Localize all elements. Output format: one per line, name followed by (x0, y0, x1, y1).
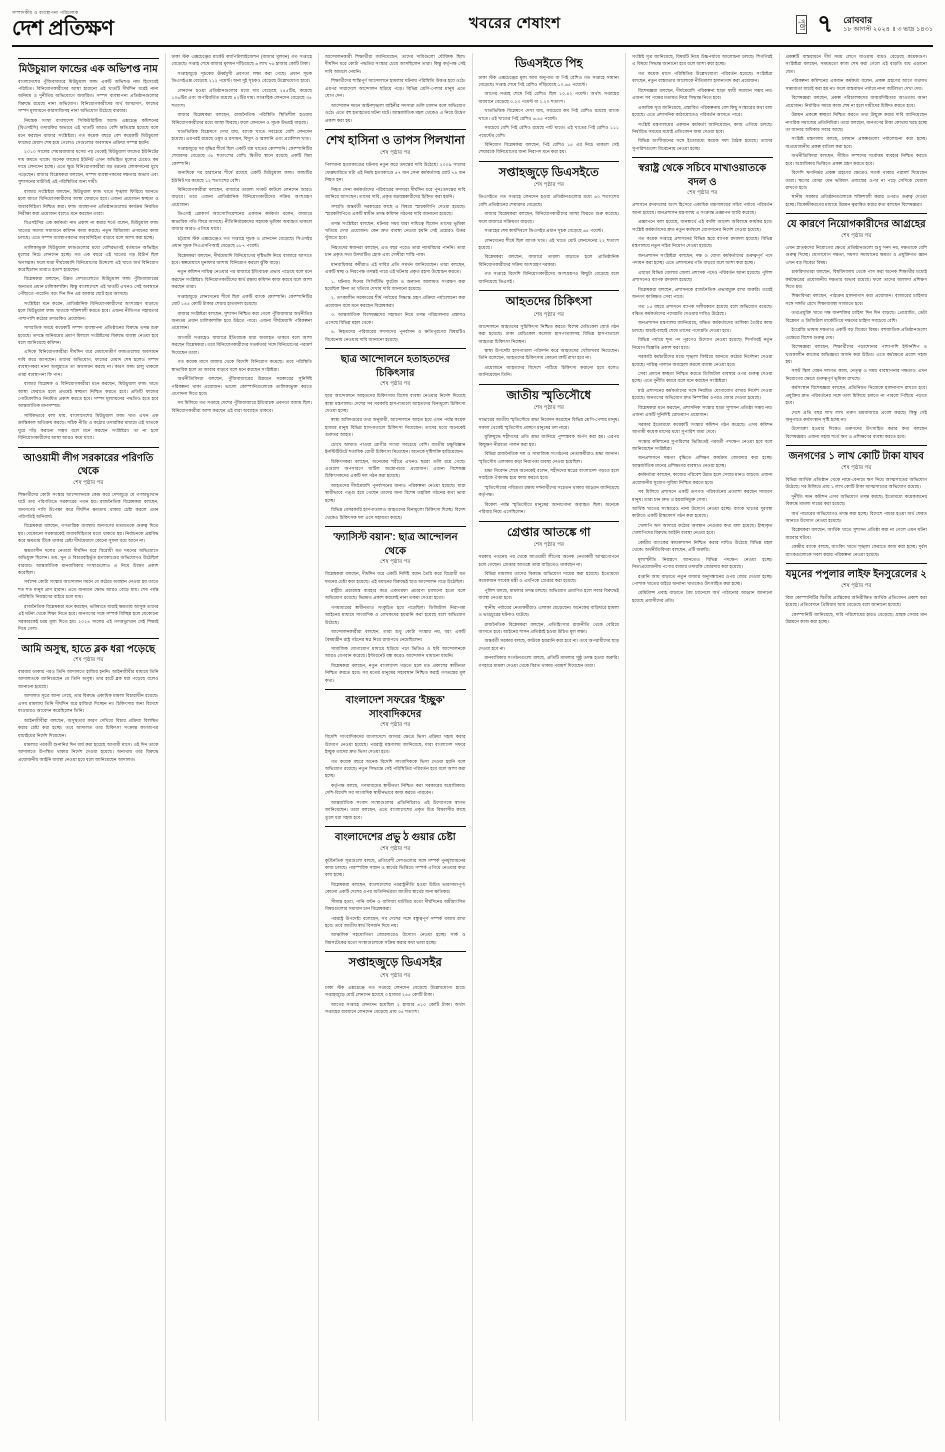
continued-from-note: শেষ পৃষ্ঠার পর (841, 464, 872, 471)
continued-from-note: শেষ পৃষ্ঠার পর (380, 559, 411, 566)
column-grid (12, 53, 933, 1421)
paragraph: প্রয়োজনে আহতদের বিদেশে পাঠিয়ে চিকিৎসা করানো হবে বলেও জানিয়েছেন তিনি। (478, 364, 619, 378)
date-line: ১৮ আগস্ট ২০২৪ ॥ ৩ ভাদ্র ১৪৩১ (843, 26, 933, 34)
article-body (325, 570, 466, 684)
paragraph: চট্টগ্রাম স্টক এক্সচেঞ্জেও গত সপ্তাহে সূচক ও লেনদেন বেড়েছে। সিএসইর প্রধান সূচক সিএএসপিআই বেড়েছে ৫৮৭ পয়েন্ট। (171, 235, 312, 249)
paragraph: কেন্দ্রীয় ব্যাংক বলছে, ব্যাংকিং খাতে শৃঙ্খলা ফেরাতে কাজ করা হচ্ছে। দুর্বল ব্যাংকগুলোকে সবল করার পরিকল্পনা নেওয়া হয়েছে। (785, 544, 927, 557)
paragraph: কর্মকর্তারা বলছেন, কাজের পরিবেশ উন্নত হলে সেবার মানও বাড়বে। এজন্য প্রয়োজনীয় সুযোগ-সুবিধা নিশ্চিত করতে হবে। (632, 472, 773, 485)
paragraph: বিদেশি ঋণনির্ভর প্রকল্প গ্রহণের ক্ষেত্রেও সতর্ক থাকার পরামর্শ দিয়েছেন তারা। ঋণের বোঝা যেন ভবিষ্যৎ প্রজন্মের ওপর না পড়ে সেদিকে খেয়াল রাখতে হবে। (785, 170, 927, 190)
paragraph: সরকার ইতোমধ্যে কয়েকটি সংস্কার কমিশন গঠন করেছে। এসব কমিশন আগামী কয়েক মাসের মধ্যে সুপারিশ জমা দেবে। (632, 421, 773, 435)
paragraph: আগামী সপ্তাহেও বাজারে ইতিবাচক ধারা অব্যাহত থাকবে বলে আশা করছেন বিশ্লেষকরা। তবে বিনিয়োগকারীদের সতর্কতার সঙ্গে বিনিয়োগের পরামর্শ দিয়েছেন তারা। (171, 334, 312, 355)
paragraph: এদিকে বিনিয়োগকারীরা দীর্ঘদিন ধরে মেয়াদোত্তীর্ণ ফান্ডগুলোর অবসায়ন দাবি করে আসছেন। তাদের অভিযোগ, ফান্ডের মেয়াদ শেষ হলেও সম্পদ ব্যবস্থাপকরা নানা অজুহাতে তা অবসায়ন করছে না। কারণ ফান্ড চালু থাকলে তারা ব্যবস্থাপনা ফি পান। (18, 349, 159, 377)
paragraph: অন্যদিকে দর হারানোর শীর্ষে রয়েছে একটি মিউচুয়াল ফান্ড। ফান্ডটির ইউনিট দর কমেছে ১২ শতাংশের বেশি। (171, 170, 312, 183)
paragraph: আন্দোলন দমনে আইনশৃঙ্খলা বাহিনীর সদস্যরা গুলি চালান বলে অভিযোগ ওঠে। এতে বহু হতাহতের ঘটনা ঘটে। আন্তর্জাতিক মহল থেকেও এ নিয়ে উদ্বেগ প্রকাশ করা হয়। (325, 102, 466, 123)
paragraph: বিভিন্ন রাজনৈতিক দল ও সামাজিক সংগঠনের নেতাকর্মীরাও শ্রদ্ধা জানান। স্মৃতিসৌধ এলাকায় কড়া নিরাপত্তা ব্যবস্থা নেওয়া হয়েছিল। (478, 451, 619, 464)
article-headline[interactable]: সপ্তাহজুড়ে ডিএসইতে (498, 166, 599, 179)
article-body (632, 201, 773, 503)
paragraph: বিশেষজ্ঞরা বলছেন, শিক্ষার্থীদের পড়াশোনার পাশাপাশি ইন্টার্নশিপ ও খণ্ডকালীন কাজের অভিজ্ঞতা অর্জন করা উচিত। এতে কর্মক্ষেত্রে প্রবেশ সহজ হয়। (785, 344, 927, 364)
section-divider (18, 447, 159, 448)
paragraph: প্রজ্ঞাপনে বলা হয়েছে, জনস্বার্থে এই বদলি আদেশ অবিলম্বে কার্যকর হবে। সংশ্লিষ্ট কর্মকর্তাদের দ্রুত নতুন কর্মস্থলে যোগদানের নির্দেশ দেওয়া হয়েছে। (632, 219, 773, 232)
paragraph: মূল্যস্ফীতি নিয়ন্ত্রণে আনতেও বিভিন্ন পদক্ষেপ নেওয়া হচ্ছে। নিত্যপ্রয়োজনীয় পণ্যের বাজার তদারকি জোরদার করা হয়েছে। (632, 556, 773, 570)
article-body (325, 857, 466, 947)
paragraph: সপ্তাহজুড়ে সূচকের ঊর্ধ্বমুখী প্রবণতা লক্ষ্য করা গেছে। প্রধান সূচক ডিএসইএক্স বেড়েছে ২১২ পয়েন্ট। অন্য দুই সূচকও বেড়েছে উল্লেখযোগ্য হারে। (171, 70, 312, 84)
paragraph: বিশ্লেষকরা বলছেন, প্রশাসনকে রাজনৈতিক প্রভাবমুক্ত রাখা জরুরি। তবেই জনগণ কাঙ্ক্ষিত সেবা পাবে। (632, 286, 773, 300)
section-divider (325, 348, 466, 349)
paragraph: রপ্তানি আয় বাড়াতে নতুন বাজার অনুসন্ধানের ওপর জোর দেওয়া হচ্ছে। পোশাক খাতের বাইরে অন্যান্য খাতকেও উৎসাহিত করা হচ্ছে। (632, 573, 773, 586)
paragraph: শিক্ষার্থীদের কোটা সংস্কার আন্দোলনকে কেন্দ্র করে দেশজুড়ে যে গণঅভ্যুত্থান ঘটে তার পরিণতিতে সরকারের পতন হয়। রাজনৈতিক বিশ্লেষকরা বলছেন, জনগণের দাবি উপেক্ষা করে দীর্ঘদিন ক্ষমতায় থাকার চেষ্টা করলে এমন পরিণতিই অনিবার্য। (18, 491, 159, 519)
paragraph: ৩. আন্তর্জাতিক বিশেষজ্ঞদের সহায়তা নিয়ে তদন্ত পরিচালনার প্রস্তাবও এসেছে বিভিন্ন মহল থেকে। (325, 312, 466, 325)
paragraph: দেশে প্রতি বছর লাখ লাখ তরুণ শ্রমবাজারে প্রবেশ করছে। কিন্তু সেই অনুপাতে কর্মসংস্থান সৃষ্টি হচ্ছে না। (785, 409, 927, 422)
paragraph: এখন স্নাতকদের নিয়োগের ক্ষেত্রে প্রতিষ্ঠানগুলো শুধু সনদ নয়, দক্ষতাকে বেশি গুরুত্ব দিচ্ছে। যোগাযোগ দক্ষতা, সমস্যা সমাধানের ক্ষমতা ও প্রযুক্তিগত জ্ঞান এখন বড় বিবেচ্য বিষয়। (785, 244, 927, 265)
paragraph: আগের সপ্তাহ শেষে পিই রেশিও ছিল ১০.৪২ পয়েন্ট। অর্থাৎ সপ্তাহের ব্যবধানে বেড়েছে ০.২৩ পয়েন্ট বা ২.২০ শতাংশ। (478, 91, 619, 104)
paragraph: ঢাকা স্টক এক্সচেঞ্জের মূল্য আয় অনুপাত বা পিই রেশিও গত সপ্তাহে সামান্য বেড়েছে। সপ্তাহ শেষে পিই রেশিও দাঁড়িয়েছে ১০.৬৫ পয়েন্টে। (478, 74, 619, 87)
article (172, 53, 313, 414)
article (632, 157, 773, 503)
article-body (18, 491, 159, 633)
newspaper-logo[interactable] (12, 10, 113, 39)
paragraph: খাতভিত্তিক বিশ্লেষণে দেখা যায়, সবচেয়ে কম পিই রেশিও রয়েছে ব্যাংক খাতে। এই খাতের পিই রেশিও ৬.৪৫ পয়েন্ট। (478, 108, 619, 121)
section-title: খবরের শেষাংশ (468, 15, 561, 32)
paragraph: মামলার পরবর্তী শুনানির দিন ধার্য করা হয়েছে আগামী মাসে। ওই দিন তাকে আদালতে উপস্থিত থাকার নির্দেশ দেওয়া হয়েছে। অন্যথায় তার বিরুদ্ধে প্রয়োজনীয় আইনি ব্যবস্থা নেওয়া হবে বলে জানিয়েছেন আদালত। (18, 741, 159, 762)
paragraph: স্মৃতিসৌধের পবিত্রতা রক্ষায় দর্শনার্থীদের সচেতন থাকার আহ্বান জানিয়েছে কর্তৃপক্ষ। (478, 484, 619, 498)
paragraph: ডিএসইতে গত সপ্তাহে লেনদেন হওয়া প্রতিষ্ঠানগুলোর মধ্যে ৬০ শতাংশের বেশি প্রতিষ্ঠানের শেয়ারদর বেড়েছে। (478, 194, 619, 207)
paragraph: বাজার বিশ্লেষক ও বিনিয়োগকারীরা মনে করছেন, মিউচুয়াল ফান্ড খাতে আস্থা ফেরাতে হলে প্রথমেই স্বচ্ছতা নিশ্চিত করতে হবে। প্রতিটি ফান্ডের পোর্টফোলিও নিয়মিত প্রকাশ করতে হবে। সম্পদ মূল্যায়নের পদ্ধতিও হতে হবে আন্তর্জাতিক মানসম্পন্ন। (18, 381, 159, 409)
section-divider (632, 157, 773, 158)
logo-kicker: সম্পাদকীয় ও ব্যবস্থাপনা পরিচালক (12, 10, 79, 15)
section-divider (18, 58, 159, 59)
paragraph: ছাত্র আন্দোলনে আহতদের চিকিৎসায় বিশেষ ব্যবস্থা নেওয়ার নির্দেশ দিয়েছে স্বাস্থ্য মন্ত্রণালয়। দেশের সব সরকারি হাসপাতালে আহতদের বিনামূল্যে চিকিৎসা দেওয়া হচ্ছে। (325, 393, 466, 413)
paragraph: আর্থিক খাতের সংস্কারেও নানা উদ্যোগ নেওয়া হচ্ছে। ব্যাংক খাতের দুরবস্থা কাটাতে একটি টাস্কফোর্স গঠন করা হয়েছে। (632, 506, 773, 519)
paragraph: সাভারের জাতীয় স্মৃতিসৌধে শ্রদ্ধা নিবেদন করেছেন বিভিন্ন শ্রেণি-পেশার মানুষ। সকাল থেকেই স্মৃতিসৌধ প্রাঙ্গণে মানুষের ঢল নামে। (478, 417, 619, 430)
paragraph: আঞ্চলিক সহযোগিতা জোরদারেও উদ্যোগ নেওয়া হচ্ছে। সার্ক ও বিমসটেকের মতো সংস্থাগুলোকে সক্রিয় করার কথা ভাবা হচ্ছে। (325, 932, 466, 945)
paragraph: বিএসইসির এক কর্মকর্তা নাম প্রকাশ না করার শর্তে বলেন, মিউচুয়াল ফান্ড খাতের সমস্যা সমাধানে কমিশন কাজ করছে। নতুন বিধিমালা প্রণয়নের কাজ চলছে। এতে সম্পদ ব্যবস্থাপকদের জবাবদিহিতা বাড়বে বলে আশা করা হচ্ছে। (18, 220, 159, 241)
column-2 (166, 53, 320, 1421)
paragraph: বিদেশি সাংবাদিকদের বাংলাদেশে আসার ক্ষেত্রে ভিসা প্রক্রিয়া সহজ করার উদ্যোগ নেওয়া হয়েছে। পররাষ্ট্র মন্ত্রণালয় জানিয়েছে, যারা বাংলাদেশ সফরে ইচ্ছুক তাদের দ্রুত ভিসা দেওয়া হবে। (325, 734, 466, 755)
article-headline[interactable]: জনগণের ১ লাখ কোটি টাকা যাঘব (788, 451, 924, 463)
paragraph: নিয়ন্ত্রক সংস্থা বাংলাদেশ সিকিউরিটিজ অ্যান্ড এক্সচেঞ্জ কমিশনের (বিএসইসি) তদারকির অভাবে এই খাতটি আরও বেশি ক্ষতিগ্রস্ত হয়েছে বলে মনে করছেন বাজার সংশ্লিষ্টরা। গত কয়েক বছরে বেশ কয়েকটি মিউচুয়াল ফান্ডের মেয়াদ শেষ হয়ে গেলেও সেগুলোর অবসায়ন প্রক্রিয়া সম্পন্ন হয়নি। (18, 117, 159, 145)
continued-from-note: শেষ পৃষ্ঠার পর (380, 150, 411, 157)
article-body (325, 392, 466, 521)
paragraph: বিশ্লেষকরা বলছেন, দীর্ঘদিন ধরে একটি নির্দিষ্ট বয়ান তৈরি করে বিরোধী মত দমনের চেষ্টা করা হয়েছে। এই বয়ানের বিরুদ্ধেই ছাত্র আন্দোলন গড়ে উঠেছিল। (325, 571, 466, 584)
paragraph: সপ্তাহজুড়ে দর বৃদ্ধির শীর্ষে ছিল একটি বস্ত্র খাতের কোম্পানি। কোম্পানিটির শেয়ারদর বেড়েছে ৩৮ শতাংশের বেশি। দ্বিতীয় স্থানে রয়েছে একটি বিমা কোম্পানি। (171, 145, 312, 166)
article-headline[interactable]: মিউচুয়াল ফান্ডের এক অভিশপ্ত নাম (18, 64, 158, 75)
article (479, 290, 620, 379)
continued-from-note: শেষ পৃষ্ঠার পর (533, 182, 564, 189)
paragraph: কেন্দ্রীয় ব্যাংকের স্বায়ত্তশাসন নিশ্চিত করার দাবিও উঠেছে বিভিন্ন মহল থেকে। অর্থনীতিবিদরা বলছেন, এটি জরুরি। (632, 539, 773, 553)
article (786, 445, 928, 558)
article-body (632, 505, 773, 604)
section-divider (325, 826, 466, 827)
paragraph: গত কয়েক সপ্তাহে প্রশাসনের বিভিন্ন স্তরে ব্যাপক রদবদল হয়েছে। বিভিন্ন মন্ত্রণালয়ে নতুন সচিব নিয়োগ দেওয়া হয়েছে। (632, 236, 773, 249)
article-body (18, 668, 159, 763)
paragraph: বিভিন্ন বেসরকারি হাসপাতালও আহতদের বিনামূল্যে চিকিৎসা দিচ্ছে। বিদেশ থেকেও চিকিৎসক দল এসে সহায়তা করছে। (325, 507, 466, 520)
paragraph: সব মিলিয়ে প্রশাসনে একটি গুণগত পরিবর্তনের প্রত্যাশা করছেন সাধারণ মানুষ। তারা চান দ্রুত ও হয়রানিমুক্ত সেবা। (632, 489, 773, 502)
paragraph: স্বাস্থ্য অধিদপ্তরের তথ্য অনুযায়ী, আন্দোলনে আহত হয়ে এখন পর্যন্ত কয়েক হাজার মানুষ বিভিন্ন হাসপাতালে চিকিৎসা নিয়েছেন। তাদের মধ্যে অনেকেই গুরুতর আহত। (325, 417, 466, 438)
article-body (786, 53, 928, 208)
paragraph: ক্ষমতাসীন দলের নেতারা দীর্ঘদিন ধরে বিরোধী মত দমনের অভিযোগে অভিযুক্ত ছিলেন। গুম, খুন ও বিচারবহির্ভূত হত্যাকাণ্ডের অভিযোগও উঠেছিল বারবার। আন্তর্জাতিক মানবাধিকার সংস্থাগুলোও এ নিয়ে উদ্বেগ প্রকাশ করেছিল। (18, 547, 159, 575)
article-headline[interactable]: ছাত্র আন্দোলনে হতাহতদের চিকিৎসার (340, 354, 450, 379)
paragraph: আদালত সূত্রে জানা গেছে, তার বিরুদ্ধে একাধিক মামলা বিচারাধীন রয়েছে। এসব মামলায় তিনি দীর্ঘদিন ধরে হাজিরা দিচ্ছেন না। চিকিৎসার জন্য বিদেশে যাওয়ারও আবেদন করেছিলেন তিনি। (18, 693, 159, 714)
paragraph: মুক্তিযুদ্ধে শহীদদের প্রতি শ্রদ্ধা জানিয়ে পুষ্পস্তবক অর্পণ করা হয়। এরপর কিছুক্ষণ নীরবতা পালন করা হয়। (478, 434, 619, 447)
paragraph: পররাষ্ট্র উপদেষ্টা বলেছেন, সব দেশের সঙ্গে বন্ধুত্বপূর্ণ সম্পর্ক বজায় রাখা হবে। তবে জাতীয় স্বার্থ বিসর্জন দিয়ে নয়। (325, 915, 466, 929)
article-body (325, 53, 466, 124)
section-divider (18, 638, 159, 639)
section-divider (479, 384, 620, 385)
paragraph: বিশেষজ্ঞরা বলছেন, দীর্ঘমেয়াদি পরিকল্পনা ছাড়া স্থায়ী সমাধান সম্ভব নয়। এজন্য সব পক্ষের মতামত নিয়ে সিদ্ধান্ত নিতে হবে। (632, 87, 773, 101)
column-4 (473, 53, 627, 1421)
article-body (786, 594, 928, 626)
paragraph: সংশ্লিষ্ট মন্ত্রণালয়ের একজন কর্মকর্তা জানিয়েছেন, কাজ এগিয়ে চলছে। নির্ধারিত সময়ের মধ্যেই প্রতিবেদন জমা দেওয়া হবে। (632, 121, 773, 134)
paragraph: নিহত সেনা কর্মকর্তাদের পরিবারের সদস্যরা দীর্ঘদিন ধরে পুনঃতদন্তের দাবি জানিয়ে আসছেন। তাদের দাবি, প্রকৃত ষড়যন্ত্রকারীদের চিহ্নিত করা হয়নি। (325, 186, 466, 200)
paragraph: বাজার সংশ্লিষ্টরা বলছেন, সুশাসন নিশ্চিত করা গেলে পুঁজিবাজার অর্থনীতির অন্যতম প্রধান চালিকাশক্তি হয়ে উঠতে পারে। এজন্য দীর্ঘমেয়াদি পরিকল্পনা প্রয়োজন। (171, 310, 312, 331)
paragraph: স্থানীয় পর্যায়ের নেতাকর্মীরাও এলাকা ছেড়েছেন। অনেকের বাড়িঘরে হামলা ও ভাঙচুরের ঘটনাও ঘটেছে। (478, 604, 619, 618)
article-headline[interactable]: যে কারণে নিয়োগকারীদের আগ্রহের (786, 219, 926, 231)
paragraph: চোখে আঘাত পাওয়া রোগীর সংখ্যা সবচেয়ে বেশি। জাতীয় চক্ষুবিজ্ঞান ইনস্টিটিউটে শতাধিক রোগী চিকিৎসা নিয়েছেন। অনেকে দৃষ্টিশক্তি হারিয়েছেন। (325, 441, 466, 455)
paragraph: খেলাপি ঋণ আদায়ে কঠোর অবস্থান নেওয়ার কথা বলা হয়েছে। ইচ্ছাকৃত খেলাপিদের বিরুদ্ধে আইনি ব্যবস্থা নেওয়া হবে। (632, 522, 773, 536)
column-6 (780, 53, 934, 1421)
section-divider (325, 951, 466, 952)
article (325, 53, 466, 124)
paragraph: স্বাস্থ্য উপদেষ্টা হাসপাতাল পরিদর্শন করে আহতদের খোঁজখবর নিয়েছেন। তিনি বলেছেন, আহতদের চিকিৎসায় কোনো ত্রুটি রাখা হবে না। (478, 348, 619, 361)
page-number: ৭ (816, 10, 834, 38)
paragraph: সাম্প্রতিক সময়ে কয়েকটি সম্পদ ব্যবস্থাপনা প্রতিষ্ঠানের বিরুদ্ধে তদন্ত শুরু হয়েছে। তদন্তে অনিয়মের প্রমাণ মিললে সংশ্লিষ্টদের বিরুদ্ধে ব্যবস্থা নেওয়া হবে বলে জানিয়েছে কমিশন। (18, 325, 159, 345)
paragraph: মাঠ প্রশাসনের কর্মকর্তাদের সঙ্গে নিয়মিত যোগাযোগ রাখার নির্দেশ দেওয়া হয়েছে। জনগণের অভিযোগ দ্রুত নিষ্পত্তির ওপরও জোর দেওয়া হয়েছে। (632, 387, 773, 401)
article (18, 447, 159, 633)
paragraph: বিশ্লেষকরা বলছেন, নতুন বাংলাদেশ গড়তে হলে মত প্রকাশের স্বাধীনতা নিশ্চিত করতে হবে। সব মতের মানুষের সহাবস্থান নিশ্চিত করাই গণতন্ত্রের মূল কথা। (325, 662, 466, 683)
paragraph: পুলিশ বলছে, মামলার তদন্ত চলছে। অভিযোগ প্রমাণিত হলে সবার বিরুদ্ধেই ব্যবস্থা নেওয়া হবে। (478, 587, 619, 601)
article (325, 348, 466, 521)
paragraph: আহতদের দীর্ঘমেয়াদি পুনর্বাসনের জন্যও পরিকল্পনা নেওয়া হয়েছে। যারা স্থায়ীভাবে পঙ্গু হয়ে গেছেন তাদের জন্য বিশেষ তহবিল গঠনের কথা ভাবা হচ্ছে। (325, 482, 466, 503)
paragraph: আন্তর্জাতিক সংবাদ সংস্থাগুলোর প্রতিনিধিরাও এই উদ্যোগকে স্বাগত জানিয়েছেন। তারা বলছেন, এতে বাংলাদেশের প্রকৃত চিত্র বিশ্ববাসীর কাছে তুলে ধরা সহজ হবে। (325, 799, 466, 820)
paragraph: চাকরিদাতারা বলছেন, বিশ্ববিদ্যালয় থেকে পাস করা অনেক শিক্ষার্থীর মধ্যেই কর্মক্ষেত্রের প্রয়োজনীয় দক্ষতার অভাব রয়েছে। ফলে তাদের আলাদা প্রশিক্ষণ দিতে হয়। (785, 269, 927, 289)
article-headline[interactable]: ডিএসইতে পিহ (514, 58, 583, 70)
logo-title: দেশ প্রতিক্ষণ (12, 17, 114, 40)
paragraph: বিনিয়োগকারীরা বলছেন, বাজারে তারল্য সংকট কাটলে লেনদেন আরও বাড়বে। তবে এজন্য প্রাতিষ্ঠানিক বিনিয়োগকারীদের সক্রিয় অংশগ্রহণ প্রয়োজন। (171, 187, 312, 207)
paragraph: ঢাকা স্টক এক্সচেঞ্জের মার্কেট ক্যাপিটালাইজেশন (বাজার মূলধন) গত সপ্তাহে বেড়েছে। সপ্তাহ শেষে বাজার মূলধন দাঁড়িয়েছে ৬ লাখ ৭৬ হাজার কোটি টাকা। (171, 54, 312, 67)
paragraph: প্রশাসনে রদবদলের অংশ হিসেবে একাধিক মন্ত্রণালয়ের সচিব পর্যায়ে পরিবর্তন আনা হয়েছে। জনপ্রশাসন মন্ত্রণালয় এ সংক্রান্ত প্রজ্ঞাপন জারি করেছে। (632, 202, 773, 215)
article-headline[interactable]: সপ্তাহজুড়ে ডিএসইর (348, 957, 442, 970)
paragraph: অর্থনীতিবিদরা বলছেন, সীমিত সম্পদের সর্বোত্তম ব্যবহার নিশ্চিত করতে হবে। অগ্রাধিকার ভিত্তিতে প্রকল্প গ্রহণ করতে হবে। (785, 153, 927, 166)
continued-from-note: শেষ পৃষ্ঠার পর (533, 311, 564, 318)
paragraph: জনপ্রশাসনে দক্ষতা বৃদ্ধিতে প্রশিক্ষণ কার্যক্রম জোরদার করা হচ্ছে। আন্তর্জাতিক মানের প্রশিক্ষণের ব্যবস্থাও নেওয়া হচ্ছে। (632, 455, 773, 468)
article-headline[interactable]: গ্রেপ্তার আতঙ্কে গা (506, 526, 591, 539)
paragraph: কর্তৃপক্ষ বলছে, গণমাধ্যমের স্বাধীনতা নিশ্চিত করা সরকারের অগ্রাধিকার। দেশি-বিদেশি সব সাংবাদিক স্বাধীনভাবে কাজ করতে পারবেন। (325, 782, 466, 796)
paragraph: খাতভিত্তিক বিশ্লেষণে দেখা যায়, ব্যাংক খাতে সবচেয়ে বেশি লেনদেন হয়েছে। এরপরই রয়েছে ওষুধ ও রসায়ন, বিদ্যুৎ ও জ্বালানি এবং প্রকৌশল খাত। (171, 128, 312, 142)
continued-from-note: শেষ পৃষ্ঠার পর (380, 972, 411, 979)
article (325, 951, 466, 1015)
paragraph: পিলখানা হত্যাকাণ্ডের ঘটনায় নতুন করে তদন্তের দাবি উঠেছে। ২০০৯ সালের ফেব্রুয়ারিতে ঘটা এই নির্মম হত্যাকাণ্ডে ৫৭ জন সেনা কর্মকর্তাসহ মোট ৭৪ জন নিহত হন। (325, 162, 466, 183)
article (786, 53, 928, 208)
paragraph: ১. ঘটনার দিনের সিসিটিভি ফুটেজ ও অন্যান্য আলামত সংরক্ষণ করা হয়েছিল কিনা তা খতিয়ে দেখার দাবি জানানো হয়েছে। (325, 278, 466, 292)
paragraph: গত কয়েক মাসে বাজার থেকে বিদেশি বিনিয়োগ কমেছে। তবে পরিস্থিতি স্বাভাবিক হলে তা আবার বাড়বে বলে মনে করছেন সংশ্লিষ্টরা। (171, 359, 312, 372)
paragraph: বিশ্লেষকরা বলছেন, আর্থিক খাতে সুশাসন প্রতিষ্ঠা করা না গেলে এমন ঘটনা বারবার ঘটবে। (785, 527, 927, 540)
article (479, 57, 620, 156)
paragraph: বাজার সংশ্লিষ্টরা বলছেন, মিউচুয়াল ফান্ড খাতে শৃঙ্খলা ফিরিয়ে আনতে হলে আগে বিনিয়োগকারীদের আস্থা ফেরাতে হবে। এজন্য প্রয়োজন স্বচ্ছতা ও জবাবদিহিতা নিশ্চিত করা। ফান্ড ব্যবস্থাপনা প্রতিষ্ঠানগুলোর কার্যক্রম নিয়মিত নিরীক্ষা করা প্রয়োজন বলেও মনে করছেন তারা। (18, 188, 159, 216)
paragraph: জনপ্রশাসন মন্ত্রণালয় জানিয়েছে, বঞ্চিত কর্মকর্তাদের তালিকা তৈরির কাজ চলছে। যাচাই-বাছাই শেষে তাদের পদোন্নতি দেওয়া হবে। (632, 320, 773, 333)
article-headline[interactable]: বাংলাদেশের প্রভু ঠ গুয়ার চেষ্টা (334, 832, 456, 844)
paragraph: লেনদেনের শীর্ষে ছিল ব্যাংক খাত। এই খাতে মোট লেনদেনের ২২ শতাংশ হয়েছে। (478, 237, 619, 251)
article-headline[interactable]: যমুনের পপুলার লাইফ ইনসুরেলের ২ (785, 569, 927, 581)
article-headline[interactable]: আমি অসুস্থ, হাতে ব্লক ধরা পড়েছে (21, 643, 156, 655)
paragraph: জনপ্রশাসন সংশ্লিষ্টরা বলছেন, দক্ষ ও যোগ্য কর্মকর্তাদের গুরুত্বপূর্ণ পদে পদায়ন করা হচ্ছে। এতে প্রশাসনের গতি বাড়বে বলে আশা করা হচ্ছে। (632, 252, 773, 266)
paragraph: বিশ্লেষকরা মনে করছেন, প্রশাসনিক সংস্কার ছাড়া সুশাসন প্রতিষ্ঠা সম্ভব নয়। এজন্য একটি সুনির্দিষ্ট রোডম্যাপ প্রয়োজন। (632, 404, 773, 418)
article-headline[interactable]: বাংলাদেশ সফরের 'ইচ্ছুক' সাংবাদিকদের (345, 695, 445, 720)
date-block (843, 15, 933, 34)
article-headline[interactable]: স্বরাষ্ট্র থেকে সচিবে মাখাওয়াতকে বদল ও (638, 163, 767, 188)
section-divider (786, 563, 928, 564)
article-headline[interactable]: শেখ হাসিনা ও তাপস পিলখানা (325, 134, 465, 147)
paragraph: তদন্ত সংশ্লিষ্টরা বলছেন, ঘটনার সময় যারা দায়িত্বে ছিলেন তাদের ভূমিকা খতিয়ে দেখা প্রয়োজন। কেন দ্রুত ব্যবস্থা নেওয়া হয়নি সেই প্রশ্নেরও উত্তর খুঁজতে হবে। (325, 220, 466, 241)
article-body (325, 161, 466, 343)
paragraph: বাংলাদেশের পুঁজিবাজারে মিউচুয়াল ফান্ড একটি অভিশপ্ত নাম হিসেবেই পরিচিত। বিনিয়োগকারীদের আস্থা হারানো এই খাতটি দীর্ঘদিন ধরেই নানা অনিয়ম ও দুর্নীতির অভিযোগে জর্জরিত। সম্পদ ব্যবস্থাপনা প্রতিষ্ঠানগুলোর বিরুদ্ধে রয়েছে নানা অভিযোগ। বিনিয়োগকারীদের অর্থ আত্মসাৎ, ফান্ডের সম্পদ মূল্যায়নে কারসাজিসহ নানা অভিযোগ উঠেছে বারবার। (18, 78, 159, 114)
paragraph: বিশ্লেষকরা বলছেন, দীর্ঘমেয়াদি বিনিয়োগের দৃষ্টিভঙ্গি নিয়ে বাজারে আসতে হবে। স্বল্পমেয়াদে মুনাফার আশায় বিনিয়োগ করলে ঝুঁকি বাড়ে। (171, 252, 312, 265)
paragraph: ২. তৎকালীন সরকারের শীর্ষ পর্যায়ের সিদ্ধান্ত গ্রহণ প্রক্রিয়া পর্যালোচনা করা প্রয়োজন বলে মনে করছেন বিশ্লেষকরা। (325, 295, 466, 308)
continued-from-note: শেষ পৃষ্ঠার পর (380, 381, 411, 388)
section-divider (325, 129, 466, 130)
paragraph: পরিকল্পনা কমিশনের একজন কর্মকর্তা বলেন, প্রকল্প গ্রহণের আগে যথাযথ সম্ভাব্যতা যাচাই করা হয় না। ফলে বাস্তবায়ন পর্যায়ে নানা জটিলতা দেখা দেয়। (785, 78, 927, 91)
article (632, 505, 773, 604)
paragraph: এছাড়া বিভিন্ন জেলার জেলা প্রশাসক পদেও পরিবর্তন আনা হয়েছে। পুলিশ প্রশাসনেও ব্যাপক রদবদল হয়েছে। (632, 269, 773, 283)
paragraph: বিশ্লেষকরা বলছেন, বাজারে তারল্য বাড়াতে হলে প্রাতিষ্ঠানিক বিনিয়োগকারীদের সক্রিয় অংশগ্রহণ দরকার। (478, 254, 619, 267)
paragraph: মানবাধিকার সংগঠনগুলো বলছে, প্রতিটি মামলার সুষ্ঠু তদন্ত হওয়া জরুরি। গণহারে মামলা দেওয়া থেকে বিরত থাকার পরামর্শ দিয়েছেন তারা। (478, 655, 619, 668)
section-divider (786, 213, 928, 214)
section-divider (786, 445, 928, 446)
paragraph: কোম্পানিটি জানিয়েছে, দাবি পরিশোধের হারও বেড়েছে। গ্রাহক সেবার মান উন্নয়নে কাজ করা হচ্ছে। (785, 611, 927, 624)
paragraph: সার্বিকভাবে বলা যায়, বাংলাদেশের মিউচুয়াল ফান্ড খাত এখন এক ক্রান্তিকাল অতিক্রম করছে। সঠিক নীতি ও কঠোর তদারকির মাধ্যমে এই খাতকে ঘুরে দাঁড় করানো সম্ভব বলে মনে করছেন সংশ্লিষ্টরা। তা না হলে বিনিয়োগকারীদের আস্থা আরও কমে যাবে। (18, 412, 159, 441)
paragraph: সংশ্লিষ্ট সূত্র জানিয়েছে, বিষয়টি নিয়ে উচ্চপর্যায়ে আলোচনা চলছে। শিগগিরই এ বিষয়ে সিদ্ধান্ত জানানো হবে বলে আশা করা হচ্ছে। (632, 54, 773, 67)
article-body (479, 74, 620, 156)
paragraph: ইংরেজি ভাষায় দক্ষতাও একটি বড় বিবেচ্য বিষয়। বহুজাতিক প্রতিষ্ঠানগুলো এক্ষেত্রে বিশেষ গুরুত্ব দেয়। (785, 327, 927, 340)
paragraph: ডিএসই ব্রোকার্স অ্যাসোসিয়েশনের একজন কর্মকর্তা বলেন, বাজারে স্বাভাবিক গতি ফিরে আসছে। নীতিনির্ধারকদের সহায়ক ভূমিকা অব্যাহত থাকলে বাজার আরও এগিয়ে যাবে। (171, 211, 312, 232)
day-name: রোববার (843, 14, 873, 25)
page-label: পৃষ্ঠা (796, 15, 807, 34)
continued-from-note: শেষ পৃষ্ঠার পর (380, 845, 411, 852)
paragraph: আন্দোলনকারীরা বলছেন, তারা শুধু কোটা সংস্কার নয়, বরং একটি বৈষম্যহীন রাষ্ট্র গঠনের স্বপ্ন নিয়ে রাজপথে নেমেছিলেন। (325, 629, 466, 642)
article-body (172, 53, 313, 414)
continued-from-note: শেষ পৃষ্ঠার পর (841, 582, 872, 589)
paragraph: কর্মসংস্থান বিশেষজ্ঞরা বলছেন, প্রতিনিয়ত নিজেকে হালনাগাদ রাখতে হবে। প্রযুক্তির দ্রুত পরিবর্তনের সঙ্গে তাল মিলিয়ে চলতে না পারলে পিছিয়ে পড়তে হবে। (785, 385, 927, 406)
article-body (786, 476, 928, 558)
paragraph: সরকার পতনের পর থেকে আওয়ামী লীগের অনেক নেতাকর্মী আত্মগোপনে চলে গেছেন। গ্রেপ্তার আতঙ্কে তারা বাড়িতেও থাকছেন না। (478, 554, 619, 567)
article-body (325, 733, 466, 821)
paragraph: আন্দোলনকারী শিক্ষার্থীরা জানিয়েছেন, তাদের দাবিগুলো যৌক্তিক ছিল। দীর্ঘদিন ধরে কোটা পদ্ধতির সংস্কার চেয়ে আসছিলেন তারা। কিন্তু কর্তৃপক্ষ সেই দাবি আমলে নেয়নি। (325, 54, 466, 74)
section-divider (479, 521, 620, 522)
paragraph: আগের সপ্তাহে লেনদেন হয়েছিল ২ হাজার ৪১০ কোটি টাকা। অর্থাৎ সপ্তাহের ব্যবধানে লেনদেন বেড়েছে প্রায় ৩৫ শতাংশ। (325, 1001, 466, 1015)
paragraph: বিশ্লেষকরা বলছেন, উন্নত দেশগুলোতে মিউচুয়াল ফান্ড পুঁজিবাজারের অন্যতম প্রধান চালিকাশক্তি। কিন্তু বাংলাদেশে এই খাতটি এখনও সেই অবস্থানে পৌঁছাতে পারেনি। বরং দিন দিন এর আকার ছোট হয়ে আসছে। (18, 276, 159, 297)
paragraph: উদ্যোক্তা হওয়ার দিকেও তরুণদের উৎসাহিত করার কথা বলছেন বিশেষজ্ঞরা। এজন্য সহজ শর্তে ঋণ ও প্রশিক্ষণের ব্যবস্থা করতে হবে। (785, 426, 927, 439)
paragraph: বিকেল পর্যন্ত স্মৃতিসৌধে মানুষের আনাগোনা অব্যাহত ছিল। অনেকে পরিবার নিয়ে এসেছিলেন। (478, 501, 619, 515)
article (325, 526, 466, 684)
paragraph: বিনিয়োগ বিশ্লেষকরা বলছেন, পিই রেশিও ১৫ এর নিচে থাকলে সেই শেয়ারকে বিনিয়োগের জন্য নিরাপদ মনে করা হয়। (478, 142, 619, 155)
paragraph: ঢাকা স্টক এক্সচেঞ্জে গত সপ্তাহে লেনদেন বেড়েছে উল্লেখযোগ্য হারে। সপ্তাহজুড়ে মোট লেনদেন হয়েছে ৩ হাজার ২৪৫ কোটি টাকা। (325, 984, 466, 998)
paragraph: একাধিক সূত্র জানিয়েছে, প্রস্তাবিত পরিকল্পনায় বেশ কিছু সংস্কারের কথা বলা হয়েছে। এতে প্রশাসনিক কাঠামোতেও পরিবর্তন আসতে পারে। (632, 104, 773, 118)
paragraph: রাজনৈতিক বিশ্লেষকরা মনে করছেন, ভবিষ্যতে যারাই ক্ষমতায় আসুক তাদের এই ঘটনা থেকে শিক্ষা নিতে হবে। জনগণের সঙ্গে সম্পর্ক বিচ্ছিন্ন হলে যেকোনো সরকারকেই চরম মূল্য দিতে হয়। ২০২৪ সালের এই গণঅভ্যুত্থান সেই শিক্ষাই দিয়ে গেল। (18, 603, 159, 632)
paragraph: চিকিৎসকরা বলছেন, অনেকের শরীরে এখনও ছররা গুলি রয়ে গেছে। এগুলো অপসারণে জটিল অস্ত্রোপচার প্রয়োজন। এজন্য বিশেষজ্ঞ চিকিৎসকদের একটি দল গঠন করা হয়েছে। (325, 458, 466, 479)
article-headline[interactable]: জাতীয় স্মৃতিসৌধে (506, 389, 591, 402)
section-divider (325, 689, 466, 690)
continued-from-note: শেষ পৃষ্ঠার পর (73, 479, 104, 486)
article (18, 58, 159, 442)
paragraph: রেমিট্যান্স প্রবাহ বাড়াতে বৈধ চ্যানেলে অর্থ পাঠানোর আহ্বান জানানো হয়েছে প্রবাসীদের প্রতি। (632, 590, 773, 603)
paragraph: আন্দোলনে আহতদের সুচিকিৎসা নিশ্চিত করতে বিশেষ মেডিকেল বোর্ড গঠন করা হয়েছে। ঢাকা মেডিকেল কলেজ হাসপাতালসহ বিভিন্ন হাসপাতালে আহতরা চিকিৎসা নিচ্ছেন। (478, 323, 619, 344)
paragraph: বিশ্লেষকরা বলছেন, বাংলাদেশের পররাষ্ট্রনীতি হওয়া উচিত ভারসাম্যপূর্ণ। কোনো একটি দেশের ওপর অতিনির্ভরতা জাতীয় স্বার্থের জন্য ক্ষতিকর। (325, 881, 466, 895)
column-5 (626, 53, 780, 1421)
paragraph: বিভিন্ন পর্যায়ে শূন্য পদ পূরণেও উদ্যোগ নেওয়া হয়েছে। শিগগিরই নতুন নিয়োগ বিজ্ঞপ্তি প্রকাশ করা হবে। (632, 337, 773, 350)
paragraph: বিভিন্ন আর্থিক প্রতিষ্ঠান থেকে নামে-বেনামে ঋণ নিয়ে আত্মসাতের অভিযোগ উঠেছে। সব মিলিয়ে প্রায় ১ লাখ কোটি টাকা আত্মসাতের অভিযোগ রয়েছে। (785, 476, 927, 490)
paragraph: অন্তর্বর্তী সরকার বলছে, কাউকে হয়রানি করা হবে না। তবে অপরাধীদের ছাড় দেওয়া হবে না। (478, 638, 619, 651)
paragraph: সর্বশেষ কোটা সংস্কার আন্দোলন দমনে যে কঠোর অবস্থান নেওয়া হয় তাতে শত শত মানুষ প্রাণ হারান। এতে জনমনে ক্ষোভ আরও বেড়ে যায়। শেষ পর্যন্ত পরিস্থিতি নিয়ন্ত্রণের বাইরে চলে যায়। (18, 579, 159, 600)
paragraph: সপ্তাহজুড়ে লেনদেনের শীর্ষে ছিল একটি ব্যাংক কোম্পানি। কোম্পানিটির মোট ১৪৫ কোটি টাকার শেয়ার হাতবদল হয়েছে। (171, 293, 312, 307)
paragraph: সংশ্লিষ্ট মন্ত্রণালয় বলছে, চলমান প্রকল্পগুলো পর্যালোচনা করা হচ্ছে। অপ্রয়োজনীয় প্রকল্প বাতিল করা হবে। (785, 136, 927, 149)
section-divider (325, 526, 466, 527)
continued-from-note: শেষ পৃষ্ঠার পর (73, 657, 104, 663)
paragraph: দুর্নীতি দমন কমিশন এসব অভিযোগ তদন্ত করছে। ইতোমধ্যে কয়েকজনের বিরুদ্ধে মামলা দায়ের করা হয়েছে। (785, 493, 927, 507)
article (786, 563, 928, 625)
article (786, 213, 928, 440)
masthead-right (796, 12, 933, 37)
article-body (18, 78, 159, 442)
paragraph: বারবার ডাকার পরও তিনি আদালতে হাজির হননি। আইনজীবীর মাধ্যমে তিনি আদালতকে জানিয়েছেন যে তিনি অসুস্থ। তার হার্টে ব্লক ধরা পড়েছে বলেও জানানো হয়েছে। (18, 669, 159, 689)
article (479, 161, 620, 285)
continued-from-note: শেষ পৃষ্ঠার পর (533, 405, 564, 412)
paragraph: সফট স্কিল যেমন দলগত কাজ, নেতৃত্ব ও সময় ব্যবস্থাপনার দক্ষতাও এখন নিয়োগের ক্ষেত্রে গুরুত্বপূর্ণ ভূমিকা রাখছে। (785, 368, 927, 381)
paragraph: তথ্যপ্রযুক্তি খাতে দক্ষ জনশক্তির চাহিদা দিন দিন বাড়ছে। প্রোগ্রামিং, ডেটা বিশ্লেষণ ও ডিজিটাল মার্কেটিংয়ে দক্ষদের চাহিদা সবচেয়ে বেশি। (785, 310, 927, 323)
masthead (12, 10, 933, 47)
paragraph: অর্থ পাচারের অভিযোগও তদন্ত করা হচ্ছে। বিদেশে পাচার হওয়া অর্থ ফেরত আনতে উদ্যোগ নেওয়া হয়েছে। (785, 510, 927, 523)
article-body (632, 53, 773, 152)
paragraph: সামাজিক যোগাযোগ মাধ্যমে ছড়িয়ে পড়া ভিডিও ও ছবি আন্দোলনকে আরও বেগবান করেছে। ইন্টারনেট বন্ধ করেও আন্দোলন থামানো যায়নি। (325, 646, 466, 659)
paragraph: গত সপ্তাহে বিদেশি বিনিয়োগকারীদের অংশগ্রহণও কিছুটা বেড়েছে বলে জানিয়েছে ডিএসই। (478, 271, 619, 284)
paragraph: গত ১৫ বছরে প্রশাসনে ব্যাপক দলীয়করণ হয়েছে বলে অভিযোগ রয়েছে। বঞ্চিত কর্মকর্তাদের পদোন্নতি দেওয়ার দাবিও উঠেছে। (632, 303, 773, 316)
paragraph: কূটনৈতিক সূত্রগুলো বলছে, প্রতিবেশী দেশগুলোর সঙ্গে সম্পর্ক পুনর্মূল্যায়নের কাজ চলছে। পারস্পরিক সম্মান ও স্বার্থের ভিত্তিতে সম্পর্ক এগিয়ে নেওয়ার কথা বলা হচ্ছে। (325, 857, 466, 878)
paragraph: প্রকল্পটি বাস্তবায়নে দীর্ঘ সময় লেগে যাওয়ায় ব্যয়ও বেড়েছে কয়েকগুণ। সংশ্লিষ্টরা বলছেন, সময়মতো কাজ শেষ করা গেলে এই বাড়তি ব্যয় এড়ানো যেত। (785, 54, 927, 74)
paragraph: রাজনৈতিক বিশ্লেষকরা বলছেন, প্রতিহিংসার রাজনীতি থেকে বেরিয়ে আসতে হবে। আইনের শাসন প্রতিষ্ঠাই হওয়া উচিত মূল লক্ষ্য। (478, 621, 619, 635)
paragraph: স্থানীয় সরকার প্রতিষ্ঠানগুলোকে শক্তিশালী করার ওপরও গুরুত্ব দেওয়া হচ্ছে। বিকেন্দ্রীকরণের মাধ্যমে উন্নয়ন ত্বরান্বিত করার কথা বলছেন বিশেষজ্ঞরা। (785, 194, 927, 207)
article-body (479, 323, 620, 379)
paragraph: সম্প্রতি অন্তর্বর্তী সরকারের কাছে এ বিষয়ে স্মারকলিপি দেওয়া হয়েছে। স্মারকলিপিতে একটি স্বাধীন তদন্ত কমিশন গঠনের দাবি জানানো হয়েছে। (325, 203, 466, 217)
paragraph: মানবাধিকার কর্মীরাও এই দাবির প্রতি সমর্থন জানিয়েছেন। তারা বলছেন, একটি স্বচ্ছ ও নিরপেক্ষ তদন্তই পারে এই ঘটনার প্রকৃত রহস্য উন্মোচন করতে। (325, 261, 466, 275)
paragraph: গত কয়েক বছরে অনেক বিদেশি সাংবাদিককে ভিসা দেওয়া হয়নি বলে অভিযোগ রয়েছে। নতুন সিদ্ধান্তে সেই পরিস্থিতির পরিবর্তন হবে বলে আশা করা হচ্ছে। (325, 758, 466, 779)
paragraph: আইনজীবীরা বলছেন, অসুস্থতার কারণ দেখিয়ে বিচার প্রক্রিয়া বিলম্বিত করার চেষ্টা করা হচ্ছে। তবে আদালত তার চিকিৎসা সংক্রান্ত কাগজপত্র যাচাইয়ের নির্দেশ দিয়েছেন। (18, 717, 159, 738)
article-headline[interactable]: 'ফ্যাসিস্ট বয়ান': ছাত্র আন্দোলন থেকে (332, 532, 458, 557)
continued-from-note: শেষ পৃষ্ঠার পর (841, 232, 872, 239)
article (325, 129, 466, 343)
section-divider (479, 290, 620, 291)
paragraph: বিশেষজ্ঞরা বলছেন, প্রকল্প পরিচালকদের জবাবদিহিতার আওতায় আনা প্রয়োজন। নির্ধারিত সময়ে কাজ শেষ না হলে দায়ীদের চিহ্নিত করতে হবে। (785, 95, 927, 108)
paragraph: নিহতদের স্বজনরা বলছেন, এত বছর পরেও তারা ন্যায়বিচার পাননি। তারা চান প্রকৃত সত্য উদঘাটিত হোক এবং দোষীরা শাস্তি পাক। (325, 244, 466, 258)
paragraph: বিভিন্ন অংশীজনের সঙ্গে ইতোমধ্যে কয়েক দফা বৈঠক হয়েছে। তাদের সুপারিশগুলো বিবেচনায় নেওয়া হচ্ছে। (632, 138, 773, 151)
paragraph: সেবা প্রদানে স্বচ্ছতা নিশ্চিত করতে ডিজিটাল ব্যবস্থার ওপর গুরুত্ব দেওয়া হচ্ছে। এতে দুর্নীতি কমবে বলে মনে করছেন সংশ্লিষ্টরা। (632, 371, 773, 384)
article-body (325, 984, 466, 1016)
paragraph: বাজার বিশ্লেষকরা বলছেন, রাজনৈতিক পরিস্থিতি স্থিতিশীল হওয়ায় বিনিয়োগকারীদের মধ্যে আস্থা ফিরছে। ফলে লেনদেন ও সূচক উভয়ই বাড়ছে। (171, 112, 312, 125)
article-body (479, 416, 620, 515)
paragraph: বিভিন্ন মামলায় তাদের বিরুদ্ধে অভিযোগ দায়ের করা হয়েছে। ইতোমধ্যে কয়েকজন সাবেক মন্ত্রী ও এমপিকে গ্রেপ্তার করা হয়েছে। (478, 570, 619, 584)
article (632, 53, 773, 152)
paragraph: সরকারি কর্মচারীদের মধ্যে শৃঙ্খলা ফিরিয়ে আনতে কঠোর নির্দেশনা দেওয়া হয়েছে। দায়িত্ব পালনে অবহেলা করলে ব্যবস্থা নেওয়া হবে। (632, 354, 773, 367)
paragraph: শিক্ষাবিদরা বলছেন, পাঠ্যক্রম হালনাগাদ করা প্রয়োজন। বাজারের চাহিদার সঙ্গে সঙ্গতি রেখে শিক্ষাব্যবস্থা সাজাতে হবে। (785, 293, 927, 306)
column-3 (319, 53, 473, 1421)
article (479, 384, 620, 516)
continued-from-note: শেষ পৃষ্ঠার পর (533, 542, 564, 549)
continued-from-note: শেষ পৃষ্ঠার পর (380, 722, 411, 729)
paragraph: সব মিলিয়ে গত সপ্তাহে দেশের পুঁজিবাজারে ইতিবাচক প্রবণতা বজায় ছিল। বিনিয়োগকারীরা আশা করছেন এই ধারা অব্যাহত থাকবে। (171, 400, 312, 413)
paragraph: সংস্কার কমিশনের সুপারিশের ভিত্তিতেই পরবর্তী পদক্ষেপ নেওয়া হবে বলে জানিয়েছেন সংশ্লিষ্টরা। (632, 438, 773, 451)
paragraph: ৪. নিহতদের পরিবারের সদস্যদের পুনর্বাসন ও ক্ষতিপূরণের বিষয়টিও বিবেচনায় নেওয়ার দাবি জানানো হয়েছে। (325, 329, 466, 342)
paragraph: রাষ্ট্রীয় প্রচারযন্ত্র ব্যবহার করে একতরফা প্রচারণা চালানো হতো বলে অভিযোগ রয়েছে। ভিন্নমত প্রকাশ করলেই নানা তকমা দেওয়া হতো। (325, 587, 466, 601)
article (325, 826, 466, 946)
article-body (786, 244, 928, 441)
article-headline[interactable]: আওয়ামী লীগ সরকারের পরিণতি থেকে (23, 452, 154, 478)
paragraph: শ্রদ্ধা নিবেদন শেষে অনেকেই বলেন, শহীদদের স্বপ্নের বাংলাদেশ গড়তে হলে সবাইকে ঐক্যবদ্ধ হয়ে কাজ করতে হবে। (478, 467, 619, 481)
paragraph: নতুন কমিশন দায়িত্ব নেওয়ার পর বাজারে ইতিবাচক প্রভাব পড়েছে বলে মনে করছেন সংশ্লিষ্টরা। বিনিয়োগকারীদের স্বার্থ রক্ষায় কমিশন কাজ করবে বলে আশা করছেন তারা। (171, 269, 312, 290)
article-body (479, 193, 620, 285)
paragraph: বাজার বিশ্লেষকরা বলছেন, বিনিয়োগকারীদের আস্থা ফিরতে শুরু করেছে। ফলে বাজারে সক্রিয়তা বাড়ছে। (478, 211, 619, 224)
paragraph: বিমা কোম্পানিটির দ্বিতীয় প্রান্তিকের অনিরীক্ষিত আর্থিক প্রতিবেদন প্রকাশ করা হয়েছে। প্রতিবেদনে প্রিমিয়াম আয় বেড়েছে বলে জানানো হয়েছে। (785, 594, 927, 608)
continued-from-note: শেষ পৃষ্ঠার পর (687, 190, 718, 197)
paragraph: সবচেয়ে বেশি পিই রেশিও রয়েছে পাট খাতে। এই খাতের পিই রেশিও ১১১ পয়েন্টের বেশি। (478, 125, 619, 138)
paragraph: উন্নয়ন প্রকল্পে স্বচ্ছতা নিশ্চিত করতে তথ্য উন্মুক্ত করার দাবি জানিয়েছেন নাগরিক সমাজের প্রতিনিধিরা। তারা বলছেন, জনগণের টাকা কোথায় খরচ হচ্ছে তা জানার অধিকার সবার আছে। (785, 112, 927, 132)
paragraph: গত কয়েক মাসে পরিস্থিতির উল্লেখযোগ্য পরিবর্তন হয়েছে। সংশ্লিষ্টরা বলছেন, নতুন বাস্তবতার আলোকে নীতিমালা হালনাগাদ করা প্রয়োজন। (632, 70, 773, 84)
article (18, 638, 159, 764)
paragraph: লেনদেন হওয়া প্রতিষ্ঠানগুলোর মধ্যে দাম বেড়েছে ২৪৫টির, কমেছে ১০৬টির এবং অপরিবর্তিত রয়েছে ৪২টির দাম। সাপ্তাহিক লেনদেন বেড়েছে ৩৫ শতাংশ। (171, 87, 312, 108)
paragraph: সপ্তাহের শেষ কার্যদিবসে ডিএসইর প্রধান সূচক বেড়েছে ৬৫ পয়েন্ট। (484, 228, 604, 234)
article (325, 689, 466, 821)
paragraph: তালিকাভুক্ত মিউচুয়াল ফান্ডগুলোর মধ্যে বেশিরভাগই বর্তমানে অভিহিত মূল্যের নিচে লেনদেন হচ্ছে। গত এক বছরে এই খাতের গড় রিটার্ন ছিল ঋণাত্মক। ফলে যারা দীর্ঘমেয়াদি বিনিয়োগের উদ্দেশ্যে এই খাতে অর্থ বিনিয়োগ করেছিলেন তারাও হতাশ হয়েছেন। (18, 244, 159, 272)
article-body (479, 553, 620, 669)
section-divider (479, 161, 620, 162)
article-headline[interactable]: আহতদের চিকিৎসা (505, 296, 592, 309)
paragraph: শিক্ষার্থীদের শান্তিপূর্ণ আন্দোলনে হামলার ঘটনায় পরিস্থিতি উত্তপ্ত হয়ে ওঠে। এরপর সারাদেশে আন্দোলন ছড়িয়ে পড়ে। বিভিন্ন শ্রেণি-পেশার মানুষ এতে যোগ দেন। (325, 78, 466, 99)
article (479, 521, 620, 670)
paragraph: সীমান্ত হত্যা, পানি বণ্টন ও বাণিজ্য ঘাটতির মতো দীর্ঘদিনের অমীমাংসিত বিষয়গুলোর সমাধান চান বিশ্লেষকরা। (325, 898, 466, 912)
paragraph: গণমাধ্যমের স্বাধীনতাও সংকুচিত হয়ে পড়েছিল। ডিজিটাল নিরাপত্তা আইনের মাধ্যমে সাংবাদিক ও লেখকদের হয়রানি করা হয়েছে বলে অভিযোগ উঠেছে। (325, 604, 466, 625)
paragraph: ২০১০ সালের শেয়ারবাজার ধসের পর থেকেই মিউচুয়াল ফান্ডের ইউনিটের দাম কমতে থাকে। অনেক ফান্ডের ইউনিট এখন অভিহিত মূল্যের চেয়েও কম দামে লেনদেন হচ্ছে। এতে ক্ষুদ্র বিনিয়োগকারীরা বড় ধরনের লোকসানের মুখে পড়েছেন। বাজার বিশ্লেষকরা বলছেন, সম্পদ ব্যবস্থাপকদের দক্ষতার অভাব এবং সুশাসনের ঘাটতিই এই পরিস্থিতির জন্য দায়ী। (18, 149, 159, 185)
paragraph: বিশ্লেষকরা বলছেন, গণতান্ত্রিক ব্যবস্থায় জনগণের মতামতকে গুরুত্ব দিতে হয়। যেকোনো সরকারকেই জবাবদিহিতার মধ্যে থাকতে হয়। নির্বাচনকে প্রশ্নবিদ্ধ করে ক্ষমতায় টিকে থাকার চেষ্টা দীর্ঘমেয়াদে কোনো সুফল বয়ে আনে না। (18, 523, 159, 544)
column-1 (12, 53, 166, 1421)
paragraph: সংশ্লিষ্টরা মনে করেন, প্রাতিষ্ঠানিক বিনিয়োগকারীদের অংশগ্রহণ বাড়াতে হলে মিউচুয়াল ফান্ড খাতকে শক্তিশালী করতে হবে। এজন্য নীতিগত সহায়তার পাশাপাশি কঠোর তদারকিও প্রয়োজন। (18, 300, 159, 321)
paragraph: অর্থনীতিবিদরা বলছেন, পুঁজিবাজারের উন্নয়নে সরকারের সুনির্দিষ্ট পরিকল্পনা থাকা প্রয়োজন। ভালো কোম্পানিগুলোকে তালিকাভুক্ত করতে প্রণোদনা দিতে হবে। (171, 376, 312, 396)
